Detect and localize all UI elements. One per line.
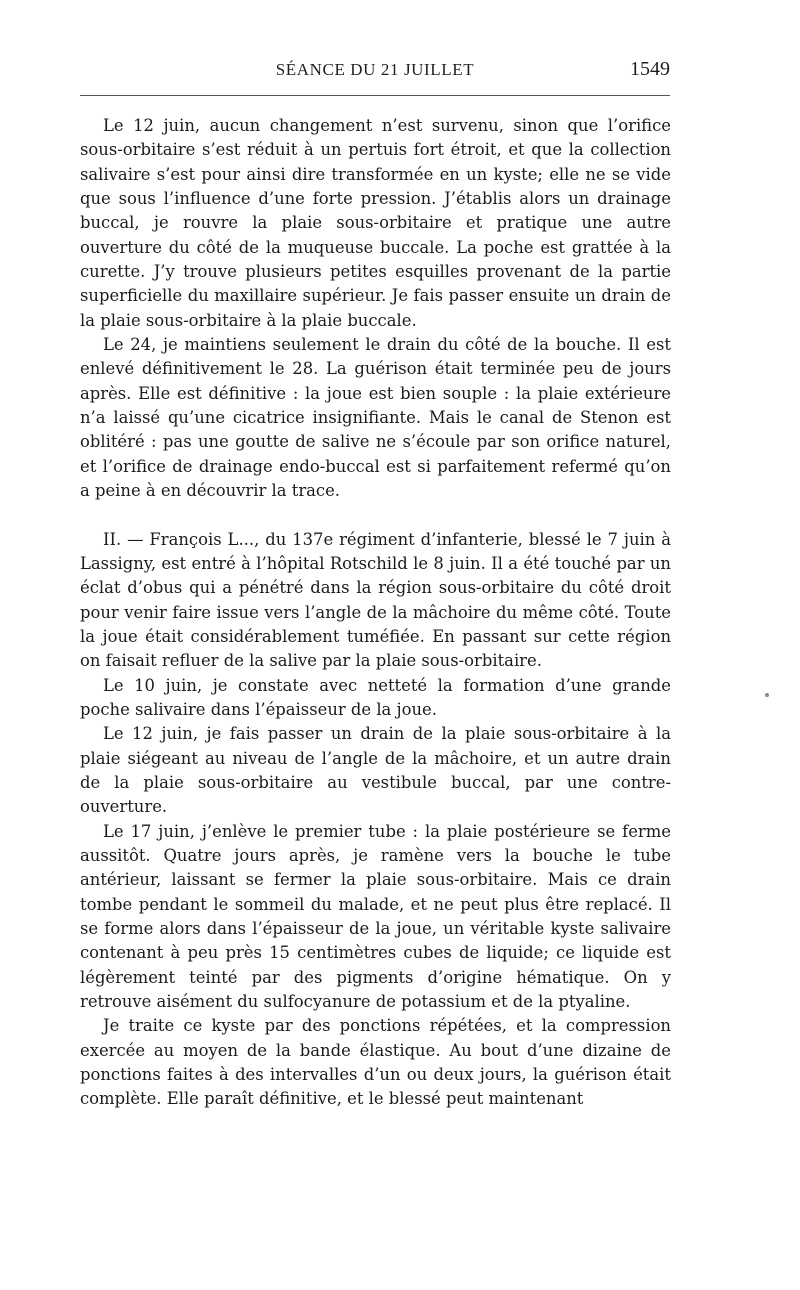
running-head: [80, 56, 670, 86]
print-speck: [765, 693, 769, 697]
paragraph-17-juin: Le 17 juin, j’enlève le premier tube : la plaie postérieure se ferme aussitôt. Quatre jours après, je ramène vers la bouche le tube antérieur, laissant se fermer la plaie sous-orbitaire. Mais ce drain tombe pendant le sommeil du malade, et ne peut plus être replacé. Il se forme alors dans l’épaisseur de la joue, un véritable kyste salivaire contenant à peu près 15 centimètres cubes de liquide; ce liquide est légèrement teinté par des pigments d’origine hématique. On y retrouve aisément du sulfocyanure de potassium et de la ptyaline.: [80, 821, 671, 1012]
header-rule: [80, 95, 670, 96]
paragraph-guerison: Le 24, je maintiens seulement le drain du côté de la bouche. Il est enlevé définitivement le 28. La guérison était terminée peu de jours après. Elle est définitive : la joue est bien souple : la plaie extérieure n’a laissé qu’une cicatrice insignifiante. Mais le canal de Stenon est oblitéré : pas une goutte de salive ne s’écoule par son orifice naturel, et l’orifice de drainage endo-buccal est si parfaitement refermé qu’on a peine à en découvrir la trace.: [80, 335, 671, 501]
running-title: SÉANCE DU 21 JUILLET: [275, 60, 475, 79]
paragraph-10-juin: Le 10 juin, je constate avec netteté la formation d’une grande poche salivaire dans l’épaisseur de la joue.: [80, 675, 671, 719]
page-number: 1549: [630, 58, 670, 80]
paragraph-drainage-buccal: Le 12 juin, aucun changement n’est survenu, sinon que l’orifice sous-orbitaire s’est réduit à un pertuis fort étroit, et que la collection salivaire s’est pour ainsi dire transformée en un kyste; elle ne se vide que sous l’influence d’une forte pression. J’établis alors un drainage buccal, je rouvre la plaie sous-orbitaire et pratique une autre ouverture du côté de la muqueuse buccale. La poche est grattée à la curette. J’y trouve plusieurs petites esquilles provenant de la partie superficielle du maxillaire supérieur. Je fais passer ensuite un drain de la plaie sous-orbitaire à la plaie buccale.: [80, 116, 671, 330]
paragraph-12-juin: Le 12 juin, je fais passer un drain de la plaie sous-orbitaire à la plaie siégeant au niveau de l’angle de la mâchoire, et un autre drain de la plaie sous-orbitaire au vestibule buccal, par une contre-ouverture.: [80, 724, 671, 817]
body-text: [80, 114, 671, 1112]
paragraph-ponctions: Je traite ce kyste par des ponctions répétées, et la compression exercée au moyen de la bande élastique. Au bout d’une dizaine de ponctions faites à des intervalles d’un ou deux jours, la guérison était complète. Elle paraît définitive, et le blessé peut maintenant: [80, 1016, 671, 1109]
paragraph-case-two: II. — François L..., du 137e régiment d’infanterie, blessé le 7 juin à Lassigny, est entré à l’hôpital Rotschild le 8 juin. Il a été touché par un éclat d’obus qui a pénétré dans la région sous-orbitaire du côté droit pour venir faire issue vers l’angle de la mâchoire du même côté. Toute la joue était considérablement tuméfiée. En passant sur cette région on faisait refluer de la salive par la plaie sous-orbitaire.: [80, 529, 671, 671]
